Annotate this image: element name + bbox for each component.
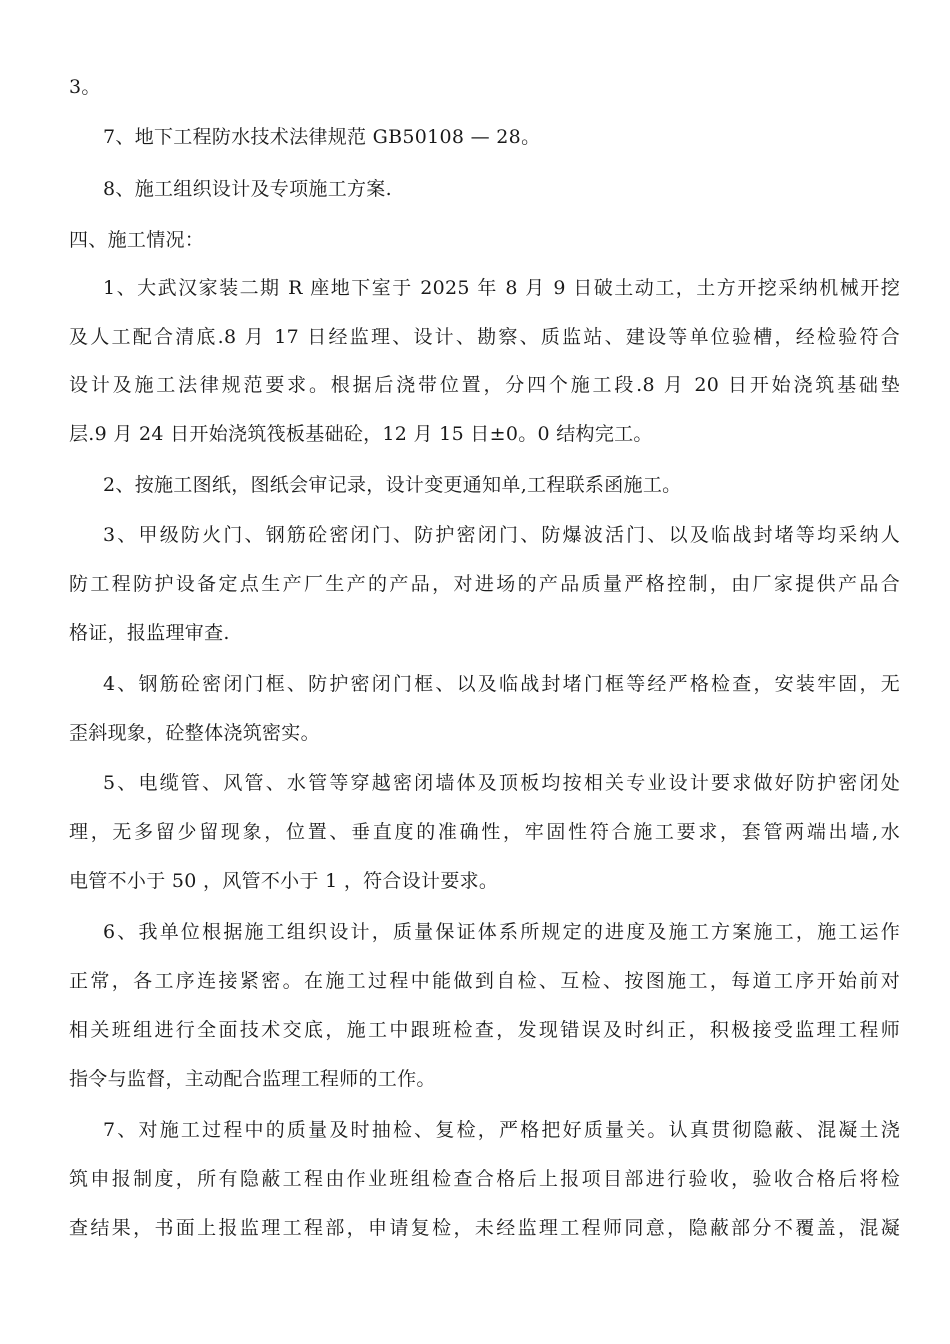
text-line: 3、甲级防火门、钢筋砼密闭门、防护密闭门、防爆波活门、以及临战封堵等均采纳人 xyxy=(103,524,900,546)
text-line: 相关班组进行全面技术交底，施工中跟班检查，发现错误及时纠正，积极接受监理工程师 xyxy=(69,1019,900,1041)
text-line: 1、大武汉家装二期 R 座地下室于 2025 年 8 月 9 日破土动工，土方开挖采纳机械开挖 xyxy=(103,277,900,299)
text-line: 及人工配合清底.8 月 17 日经监理、设计、勘察、质监站、建设等单位验槽，经检验符合 xyxy=(69,326,900,348)
text-line: 歪斜现象，砼整体浇筑密实。 xyxy=(69,722,320,744)
text-line: 7、对施工过程中的质量及时抽检、复检，严格把好质量关。认真贯彻隐蔽、混凝土浇 xyxy=(103,1119,900,1141)
text-line: 电管不小于 50 ，风管不小于 1 ，符合设计要求。 xyxy=(69,870,499,892)
section-heading: 四、施工情况： xyxy=(69,229,205,251)
text-line: 正常，各工序连接紧密。在施工过程中能做到自检、互检、按图施工，每道工序开始前对 xyxy=(69,970,900,992)
text-line: 筑申报制度，所有隐蔽工程由作业班组检查合格后上报项目部进行验收，验收合格后将检 xyxy=(69,1168,900,1190)
text-line: 2、按施工图纸，图纸会审记录，设计变更通知单,工程联系函施工。 xyxy=(103,474,682,496)
text-line: 层.9 月 24 日开始浇筑筏板基础砼，12 月 15 日±0。0 结构完工。 xyxy=(69,423,653,445)
text-line: 7、地下工程防水技术法律规范 GB50108 — 28。 xyxy=(103,126,541,148)
text-line: 格证，报监理审查. xyxy=(69,622,230,644)
text-line: 查结果，书面上报监理工程部，申请复检，未经监理工程师同意，隐蔽部分不覆盖，混凝 xyxy=(69,1217,900,1239)
text-line: 指令与监督，主动配合监理工程师的工作。 xyxy=(69,1068,436,1090)
text-line: 8、施工组织设计及专项施工方案. xyxy=(103,178,392,200)
text-line: 3。 xyxy=(69,76,101,98)
text-line: 设计及施工法律规范要求。根据后浇带位置，分四个施工段.8 月 20 日开始浇筑基础垫 xyxy=(69,374,900,396)
text-line: 4、钢筋砼密闭门框、防护密闭门框、以及临战封堵门框等经严格检查，安装牢固，无 xyxy=(103,673,900,695)
text-line: 防工程防护设备定点生产厂生产的产品，对进场的产品质量严格控制，由厂家提供产品合 xyxy=(69,573,900,595)
text-line: 理，无多留少留现象，位置、垂直度的准确性，牢固性符合施工要求，套管两端出墙,水 xyxy=(69,821,900,843)
text-line: 6、我单位根据施工组织设计，质量保证体系所规定的进度及施工方案施工，施工运作 xyxy=(103,921,900,943)
text-line: 5、电缆管、风管、水管等穿越密闭墙体及顶板均按相关专业设计要求做好防护密闭处 xyxy=(103,772,900,794)
